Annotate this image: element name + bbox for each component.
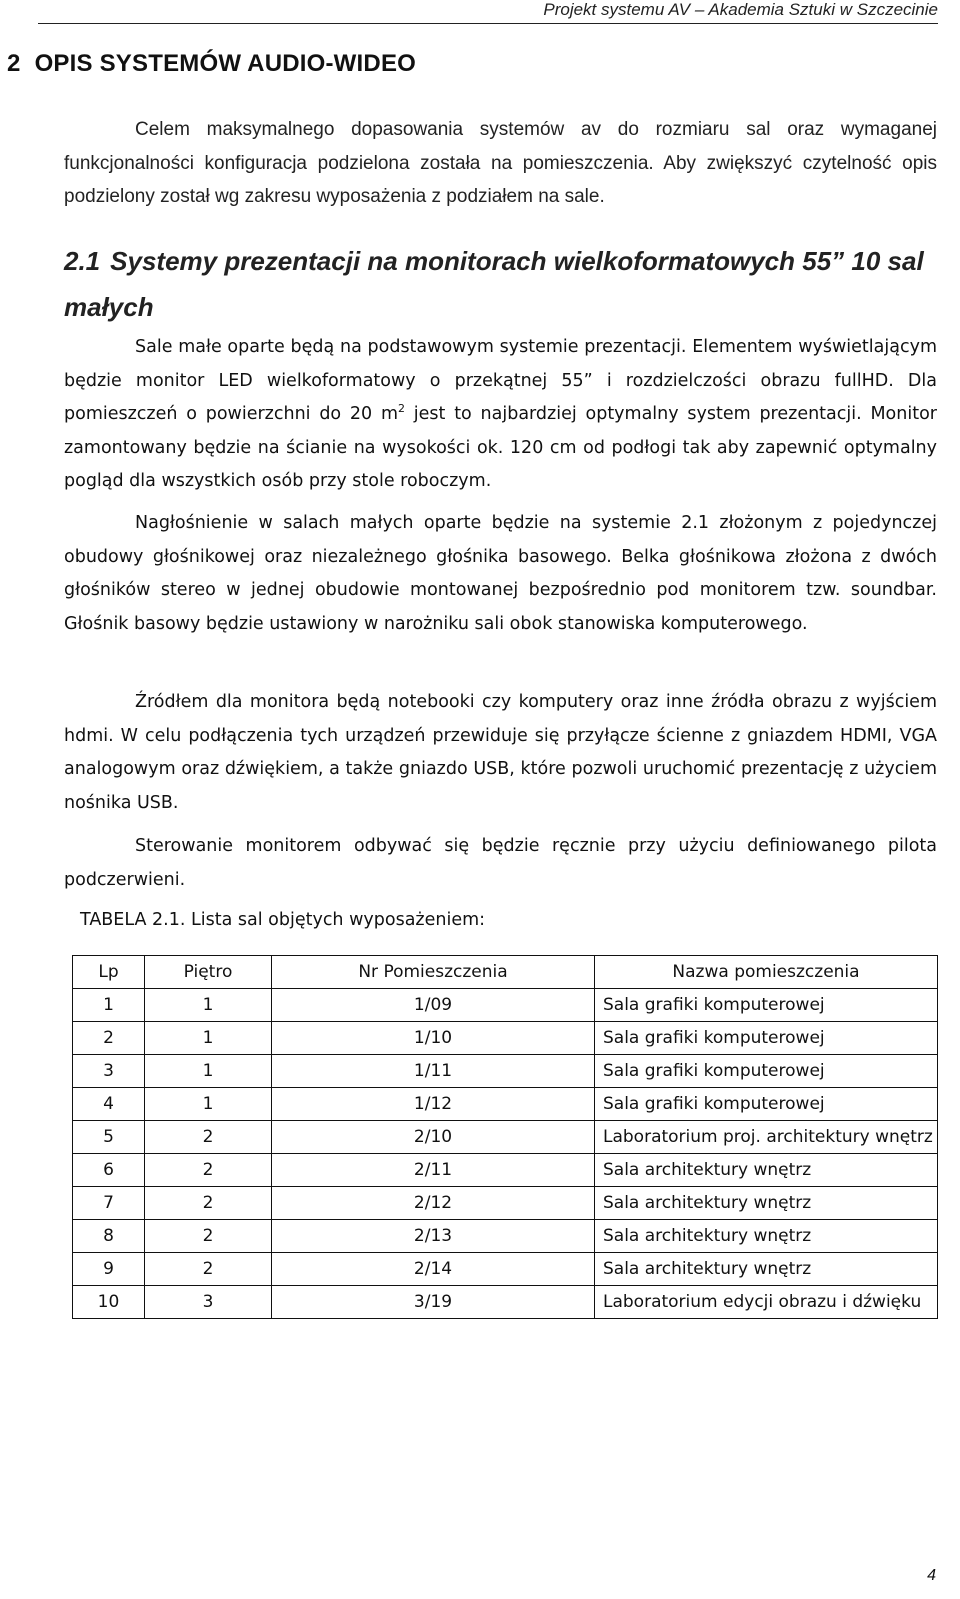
table-row — [73, 1187, 938, 1220]
table-caption: TABELA 2.1. Lista sal objętych wyposażeniem: — [80, 910, 486, 930]
table-row — [73, 1220, 938, 1253]
table-row — [73, 1286, 938, 1319]
subsection-heading — [64, 238, 924, 330]
cell-room-name: Sala grafiki komputerowej — [595, 1055, 938, 1088]
cell-room-number: 1/09 — [272, 989, 595, 1022]
cell-lp: 7 — [73, 1187, 145, 1220]
subsection-number: 2.1 — [64, 246, 101, 276]
cell-lp: 10 — [73, 1286, 145, 1319]
paragraph-monitor-part2: jest to najbardziej optymalny system prezentacji. Monitor zamontowany będzie na ścianie na wysokości ok. 120 cm od podłogi tak aby zapewnić optymalny pogląd dla wszystkich osób przy stole roboczym. — [64, 404, 937, 491]
cell-floor: 3 — [145, 1286, 272, 1319]
cell-floor: 1 — [145, 1022, 272, 1055]
cell-lp: 4 — [73, 1088, 145, 1121]
table-row — [73, 1022, 938, 1055]
table-row — [73, 1253, 938, 1286]
cell-floor: 1 — [145, 1088, 272, 1121]
cell-room-name: Sala architektury wnętrz — [595, 1187, 938, 1220]
cell-room-name: Sala grafiki komputerowej — [595, 1022, 938, 1055]
paragraph-monitor — [64, 331, 937, 499]
cell-floor: 1 — [145, 989, 272, 1022]
cell-lp: 6 — [73, 1154, 145, 1187]
cell-room-name: Sala architektury wnętrz — [595, 1220, 938, 1253]
intro-paragraph: Celem maksymalnego dopasowania systemów av do rozmiaru sal oraz wymaganej funkcjonalności konfiguracja podzielona została na pomieszczenia. Aby zwiększyć czytelność opis podzielony został wg zakresu wyposażenia z podziałem na sale. — [64, 119, 937, 207]
cell-room-name: Laboratorium edycji obrazu i dźwięku — [595, 1286, 938, 1319]
table-row — [73, 1121, 938, 1154]
table-row — [73, 1154, 938, 1187]
cell-floor: 2 — [145, 1121, 272, 1154]
cell-lp: 9 — [73, 1253, 145, 1286]
cell-lp: 5 — [73, 1121, 145, 1154]
cell-room-number: 1/10 — [272, 1022, 595, 1055]
cell-floor: 2 — [145, 1253, 272, 1286]
table-row — [73, 1055, 938, 1088]
page-number: 4 — [927, 1567, 936, 1584]
rooms-table — [72, 955, 938, 1319]
header-lp: Lp — [73, 956, 145, 989]
cell-floor: 2 — [145, 1187, 272, 1220]
cell-lp: 1 — [73, 989, 145, 1022]
section-title: OPIS SYSTEMÓW AUDIO-WIDEO — [34, 50, 417, 77]
cell-room-name: Sala architektury wnętrz — [595, 1253, 938, 1286]
subsection-title: Systemy prezentacji na monitorach wielkoformatowych 55” 10 sal małych — [64, 246, 924, 322]
paragraph-monitor-part1: Sale małe oparte będą na podstawowym systemie prezentacji. Elementem wyświetlającym będzie monitor LED wielkoformatowy o przekątnej 55” i rozdzielczości obrazu fullHD. Dla pomieszczeń o powierzchni do 20 m — [64, 337, 937, 424]
cell-lp: 2 — [73, 1022, 145, 1055]
cell-lp: 3 — [73, 1055, 145, 1088]
paragraph-control: Sterowanie monitorem odbywać się będzie ręcznie przy użyciu definiowanego pilota podczerwieni. — [64, 836, 937, 890]
section-number: 2 — [7, 50, 21, 77]
paragraph-sources: Źródłem dla monitora będą notebooki czy komputery oraz inne źródła obrazu z wyjściem hdmi. W celu podłączenia tych urządzeń przewiduje się przyłącze ścienne z gniazdem HDMI, VGA analogowym oraz dźwiękiem, a także gniazdo USB, które pozwoli uruchomić prezentację z użyciem nośnika USB. — [64, 692, 937, 813]
cell-room-name: Sala architektury wnętrz — [595, 1154, 938, 1187]
cell-floor: 1 — [145, 1055, 272, 1088]
cell-room-number: 1/11 — [272, 1055, 595, 1088]
cell-room-number: 3/19 — [272, 1286, 595, 1319]
table-row — [73, 1088, 938, 1121]
cell-room-name: Sala grafiki komputerowej — [595, 1088, 938, 1121]
header-room-name: Nazwa pomieszczenia — [595, 956, 938, 989]
superscript-square: 2 — [398, 402, 406, 416]
cell-room-number: 2/10 — [272, 1121, 595, 1154]
cell-room-name: Sala grafiki komputerowej — [595, 989, 938, 1022]
paragraph-audio: Nagłośnienie w salach małych oparte będzie na systemie 2.1 złożonym z pojedynczej obudowy głośnikowej oraz niezależnego głośnika basowego. Belka głośnikowa złożona z dwóch głośników stereo w jednej obudowie montowanej bezpośrednio pod monitorem tzw. soundbar. Głośnik basowy będzie ustawiony w narożniku sali obok stanowiska komputerowego. — [64, 513, 937, 634]
cell-floor: 2 — [145, 1154, 272, 1187]
section-heading — [7, 50, 416, 78]
cell-room-number: 1/12 — [272, 1088, 595, 1121]
header-floor: Piętro — [145, 956, 272, 989]
table-header-row — [73, 956, 938, 989]
cell-room-number: 2/13 — [272, 1220, 595, 1253]
table-row — [73, 989, 938, 1022]
cell-room-number: 2/14 — [272, 1253, 595, 1286]
cell-room-name: Laboratorium proj. architektury wnętrz — [595, 1121, 938, 1154]
running-header: Projekt systemu AV – Akademia Sztuki w Szczecinie — [38, 0, 938, 24]
cell-lp: 8 — [73, 1220, 145, 1253]
cell-room-number: 2/12 — [272, 1187, 595, 1220]
cell-floor: 2 — [145, 1220, 272, 1253]
header-room-number: Nr Pomieszczenia — [272, 956, 595, 989]
cell-room-number: 2/11 — [272, 1154, 595, 1187]
